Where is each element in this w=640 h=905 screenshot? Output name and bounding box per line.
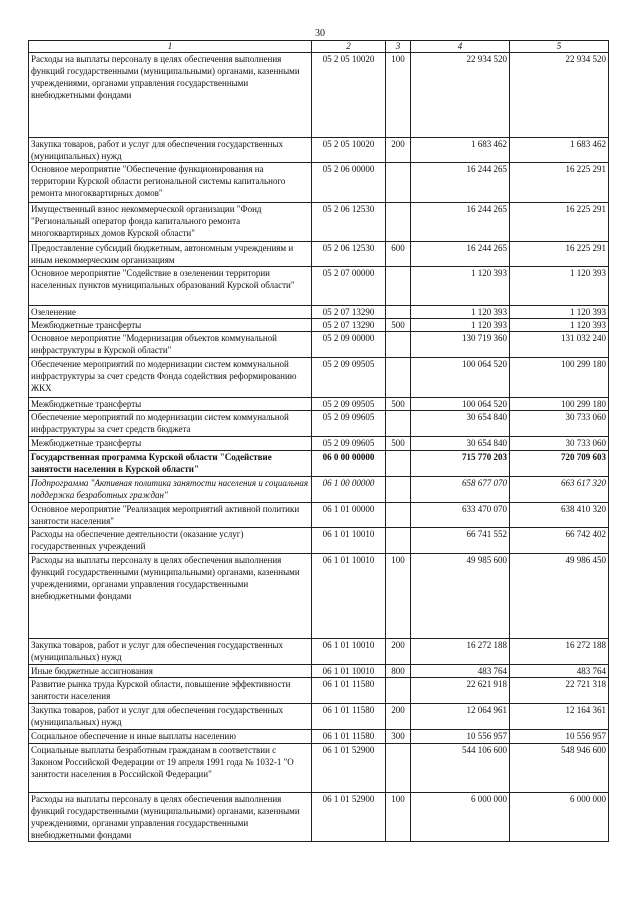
row-code: 05 2 06 12530	[312, 242, 386, 267]
row-code: 06 1 01 10010	[312, 665, 386, 678]
row-expense-type: 100	[386, 554, 411, 639]
table-row	[29, 267, 609, 306]
row-expense-type	[386, 451, 411, 477]
row-sum-year-1: 66 741 552	[411, 528, 510, 554]
table-row	[29, 639, 609, 665]
row-sum-year-2: 22 934 520	[510, 53, 609, 138]
row-expense-type	[386, 203, 411, 242]
row-code: 05 2 07 13290	[312, 306, 386, 319]
row-name: Закупка товаров, работ и услуг для обеспечения государственных (муниципальных) нужд	[29, 639, 312, 665]
row-sum-year-2: 131 032 240	[510, 332, 609, 358]
row-sum-year-2: 638 410 320	[510, 503, 609, 528]
row-expense-type: 800	[386, 665, 411, 678]
table-row	[29, 332, 609, 358]
row-sum-year-1: 633 470 070	[411, 503, 510, 528]
row-sum-year-1: 16 244 265	[411, 242, 510, 267]
row-sum-year-2: 22 721 318	[510, 678, 609, 704]
row-expense-type	[386, 477, 411, 503]
table-row	[29, 319, 609, 332]
row-sum-year-2: 1 683 462	[510, 138, 609, 163]
row-expense-type	[386, 528, 411, 554]
row-sum-year-1: 16 272 188	[411, 639, 510, 665]
row-sum-year-2: 720 709 603	[510, 451, 609, 477]
row-name: Иные бюджетные ассигнования	[29, 665, 312, 678]
row-sum-year-1: 22 621 918	[411, 678, 510, 704]
row-sum-year-1: 16 244 265	[411, 163, 510, 203]
row-sum-year-2: 100 299 180	[510, 358, 609, 398]
row-code: 06 1 01 10010	[312, 639, 386, 665]
row-sum-year-1: 658 677 070	[411, 477, 510, 503]
row-code: 06 1 01 11580	[312, 704, 386, 730]
row-sum-year-2: 16 225 291	[510, 163, 609, 203]
row-sum-year-2: 1 120 393	[510, 319, 609, 332]
table-row	[29, 163, 609, 203]
row-name: Расходы на выплаты персоналу в целях обеспечения выполнения функций государственными (муниципальными) органами, казенными учреждениями, органами управления государственными внебюджетными фондами	[29, 554, 312, 639]
table-row	[29, 730, 609, 744]
row-name: Социальные выплаты безработным гражданам в соответствии с Законом Российской Федерации от 19 апреля 1991 года № 1032-1 "О занятости населения в Российской Федерации"	[29, 744, 312, 793]
row-sum-year-1: 1 120 393	[411, 306, 510, 319]
row-code: 06 1 01 11580	[312, 678, 386, 704]
row-sum-year-1: 12 064 961	[411, 704, 510, 730]
row-sum-year-2: 30 733 060	[510, 411, 609, 437]
table-row	[29, 358, 609, 398]
row-name: Обеспечение мероприятий по модернизации систем коммунальной инфраструктуры за счет средств бюджета	[29, 411, 312, 437]
table-row	[29, 503, 609, 528]
header-row	[29, 41, 609, 53]
row-name: Имущественный взнос некоммерческой организации "Фонд "Региональный оператор фонда капитального ремонта многоквартирных домов Курской области"	[29, 203, 312, 242]
row-code: 05 2 05 10020	[312, 53, 386, 138]
header-col-1: 1	[29, 41, 312, 53]
row-sum-year-1: 6 000 000	[411, 793, 510, 842]
row-sum-year-2: 30 733 060	[510, 437, 609, 451]
row-code: 05 2 07 13290	[312, 319, 386, 332]
row-code: 06 0 00 00000	[312, 451, 386, 477]
row-name: Закупка товаров, работ и услуг для обеспечения государственных (муниципальных) нужд	[29, 704, 312, 730]
page-number: 30	[315, 28, 325, 39]
table-row	[29, 528, 609, 554]
row-code: 06 1 01 52900	[312, 793, 386, 842]
row-code: 05 2 07 00000	[312, 267, 386, 306]
row-sum-year-1: 1 120 393	[411, 267, 510, 306]
table-row	[29, 437, 609, 451]
row-sum-year-2: 663 617 320	[510, 477, 609, 503]
row-expense-type	[386, 503, 411, 528]
row-name: Социальное обеспечение и иные выплаты населению	[29, 730, 312, 744]
row-expense-type	[386, 163, 411, 203]
row-sum-year-2: 6 000 000	[510, 793, 609, 842]
row-sum-year-2: 100 299 180	[510, 398, 609, 411]
row-expense-type: 100	[386, 53, 411, 138]
row-code: 06 1 00 00000	[312, 477, 386, 503]
table-row	[29, 665, 609, 678]
table-row	[29, 451, 609, 477]
table-row	[29, 477, 609, 503]
row-code: 06 1 01 10010	[312, 554, 386, 639]
row-name: Основное мероприятие "Содействие в озеленении территории населенных пунктов муниципальных образований Курской области"	[29, 267, 312, 306]
row-name: Основное мероприятие "Модернизация объектов коммунальной инфраструктуры в Курской области"	[29, 332, 312, 358]
table-row	[29, 398, 609, 411]
row-sum-year-1: 100 064 520	[411, 398, 510, 411]
row-code: 05 2 09 09605	[312, 437, 386, 451]
row-sum-year-2: 483 764	[510, 665, 609, 678]
table-row	[29, 793, 609, 842]
row-code: 06 1 01 11580	[312, 730, 386, 744]
row-sum-year-2: 16 225 291	[510, 203, 609, 242]
row-sum-year-1: 30 654 840	[411, 411, 510, 437]
table-row	[29, 554, 609, 639]
row-sum-year-2: 1 120 393	[510, 306, 609, 319]
row-sum-year-1: 1 683 462	[411, 138, 510, 163]
table-row	[29, 242, 609, 267]
row-name: Основное мероприятие "Обеспечение функционирования на территории Курской области региональной системы капитального ремонта многоквартирных домов"	[29, 163, 312, 203]
row-name: Межбюджетные трансферты	[29, 437, 312, 451]
row-code: 06 1 01 10010	[312, 528, 386, 554]
row-expense-type: 500	[386, 398, 411, 411]
row-code: 05 2 09 09605	[312, 411, 386, 437]
table-row	[29, 138, 609, 163]
row-sum-year-1: 30 654 840	[411, 437, 510, 451]
row-expense-type	[386, 411, 411, 437]
row-sum-year-1: 1 120 393	[411, 319, 510, 332]
table-row	[29, 306, 609, 319]
row-expense-type: 500	[386, 319, 411, 332]
table-row	[29, 203, 609, 242]
row-expense-type: 200	[386, 138, 411, 163]
row-expense-type	[386, 358, 411, 398]
row-expense-type	[386, 678, 411, 704]
budget-table	[28, 40, 609, 842]
row-sum-year-1: 100 064 520	[411, 358, 510, 398]
row-name: Закупка товаров, работ и услуг для обеспечения государственных (муниципальных) нужд	[29, 138, 312, 163]
row-sum-year-2: 10 556 957	[510, 730, 609, 744]
row-code: 05 2 09 00000	[312, 332, 386, 358]
header-col-3: 3	[386, 41, 411, 53]
row-name: Расходы на выплаты персоналу в целях обеспечения выполнения функций государственными (муниципальными) органами, казенными учреждениями, органами управления государственными внебюджетными фондами	[29, 53, 312, 138]
budget-table-body	[29, 41, 609, 842]
row-name: Расходы на обеспечение деятельности (оказание услуг) государственных учреждений	[29, 528, 312, 554]
row-sum-year-1: 483 764	[411, 665, 510, 678]
row-code: 05 2 05 10020	[312, 138, 386, 163]
row-sum-year-2: 66 742 402	[510, 528, 609, 554]
row-expense-type: 600	[386, 242, 411, 267]
row-name: Государственная программа Курской области "Содействие занятости населения в Курской области"	[29, 451, 312, 477]
row-name: Обеспечение мероприятий по модернизации систем коммунальной инфраструктуры за счет средств Фонда содействия реформированию ЖКХ	[29, 358, 312, 398]
table-row	[29, 411, 609, 437]
row-code: 06 1 01 52900	[312, 744, 386, 793]
row-sum-year-1: 130 719 360	[411, 332, 510, 358]
row-name: Расходы на выплаты персоналу в целях обеспечения выполнения функций государственными (муниципальными) органами, казенными учреждениями, органами управления государственными внебюджетными фондами	[29, 793, 312, 842]
row-expense-type: 100	[386, 793, 411, 842]
row-code: 05 2 09 09505	[312, 358, 386, 398]
row-sum-year-2: 1 120 393	[510, 267, 609, 306]
row-expense-type: 200	[386, 704, 411, 730]
row-name: Озеленение	[29, 306, 312, 319]
row-expense-type	[386, 267, 411, 306]
row-name: Предоставление субсидий бюджетным, автономным учреждениям и иным некоммерческим организациям	[29, 242, 312, 267]
row-expense-type	[386, 306, 411, 319]
table-row	[29, 744, 609, 793]
table-row	[29, 53, 609, 138]
row-sum-year-1: 49 985 600	[411, 554, 510, 639]
row-code: 05 2 06 00000	[312, 163, 386, 203]
row-sum-year-1: 22 934 520	[411, 53, 510, 138]
row-sum-year-2: 12 164 361	[510, 704, 609, 730]
row-expense-type	[386, 744, 411, 793]
row-expense-type: 300	[386, 730, 411, 744]
row-expense-type: 200	[386, 639, 411, 665]
row-name: Межбюджетные трансферты	[29, 398, 312, 411]
row-code: 05 2 06 12530	[312, 203, 386, 242]
row-sum-year-1: 544 106 600	[411, 744, 510, 793]
header-col-2: 2	[312, 41, 386, 53]
row-sum-year-2: 548 946 600	[510, 744, 609, 793]
row-sum-year-2: 16 272 188	[510, 639, 609, 665]
row-name: Основное мероприятие "Реализация мероприятий активной политики занятости населения"	[29, 503, 312, 528]
row-expense-type	[386, 332, 411, 358]
row-name: Развитие рынка труда Курской области, повышение эффективности занятости населения	[29, 678, 312, 704]
row-sum-year-2: 16 225 291	[510, 242, 609, 267]
table-row	[29, 678, 609, 704]
header-col-5: 5	[510, 41, 609, 53]
row-code: 05 2 09 09505	[312, 398, 386, 411]
row-name: Подпрограмма "Активная политика занятости населения и социальная поддержка безработных граждан"	[29, 477, 312, 503]
row-name: Межбюджетные трансферты	[29, 319, 312, 332]
header-col-4: 4	[411, 41, 510, 53]
row-sum-year-1: 10 556 957	[411, 730, 510, 744]
row-sum-year-1: 16 244 265	[411, 203, 510, 242]
row-code: 06 1 01 00000	[312, 503, 386, 528]
table-row	[29, 704, 609, 730]
row-sum-year-2: 49 986 450	[510, 554, 609, 639]
row-expense-type: 500	[386, 437, 411, 451]
row-sum-year-1: 715 770 203	[411, 451, 510, 477]
